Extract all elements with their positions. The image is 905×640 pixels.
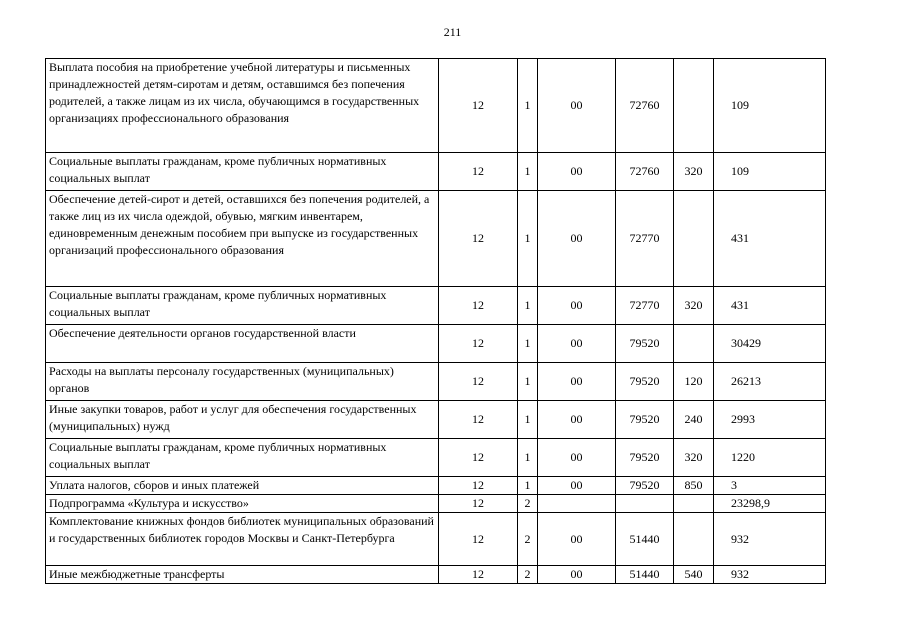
row-section: 1 <box>518 325 538 363</box>
row-chapter: 12 <box>439 401 518 439</box>
row-expense-type: 540 <box>674 566 714 584</box>
row-name: Социальные выплаты гражданам, кроме публичных нормативных социальных выплат <box>46 439 439 477</box>
row-chapter: 12 <box>439 439 518 477</box>
table-row <box>46 401 826 439</box>
row-section: 2 <box>518 566 538 584</box>
row-subsection: 00 <box>538 325 616 363</box>
table-row <box>46 153 826 191</box>
row-expense-type: 320 <box>674 287 714 325</box>
row-section: 1 <box>518 477 538 495</box>
row-target-code: 72770 <box>616 287 674 325</box>
row-subsection <box>538 495 616 513</box>
row-target-code: 79520 <box>616 325 674 363</box>
table-row <box>46 513 826 566</box>
row-amount: 26213 <box>714 363 826 401</box>
row-amount: 109 <box>714 59 826 153</box>
row-chapter: 12 <box>439 363 518 401</box>
row-expense-type <box>674 513 714 566</box>
row-amount: 431 <box>714 287 826 325</box>
row-target-code: 51440 <box>616 566 674 584</box>
row-name: Социальные выплаты гражданам, кроме публичных нормативных социальных выплат <box>46 153 439 191</box>
row-section: 1 <box>518 59 538 153</box>
table-row <box>46 477 826 495</box>
row-name: Комплектование книжных фондов библиотек муниципальных образований и государственных библиотек городов Москвы и Санкт-Петербурга <box>46 513 439 566</box>
row-expense-type: 240 <box>674 401 714 439</box>
row-chapter: 12 <box>439 566 518 584</box>
row-subsection: 00 <box>538 153 616 191</box>
table-row <box>46 59 826 153</box>
row-amount: 932 <box>714 566 826 584</box>
row-target-code <box>616 495 674 513</box>
row-name: Выплата пособия на приобретение учебной литературы и письменных принадлежностей детям-сиротам и детям, оставшимся без попечения родителей, а также лицам из их числа, обучающимся в государственных организациях профессионального образования <box>46 59 439 153</box>
table-row <box>46 439 826 477</box>
row-name: Иные межбюджетные трансферты <box>46 566 439 584</box>
row-target-code: 72760 <box>616 59 674 153</box>
row-expense-type <box>674 191 714 287</box>
budget-table <box>45 58 826 584</box>
row-amount: 431 <box>714 191 826 287</box>
row-expense-type <box>674 325 714 363</box>
row-expense-type: 850 <box>674 477 714 495</box>
row-section: 2 <box>518 513 538 566</box>
row-target-code: 51440 <box>616 513 674 566</box>
row-expense-type: 120 <box>674 363 714 401</box>
row-amount: 932 <box>714 513 826 566</box>
row-target-code: 72770 <box>616 191 674 287</box>
row-section: 1 <box>518 153 538 191</box>
row-subsection: 00 <box>538 191 616 287</box>
table-row <box>46 566 826 584</box>
row-section: 2 <box>518 495 538 513</box>
row-expense-type: 320 <box>674 153 714 191</box>
row-target-code: 79520 <box>616 439 674 477</box>
row-expense-type <box>674 59 714 153</box>
row-subsection: 00 <box>538 59 616 153</box>
row-name: Подпрограмма «Культура и искусство» <box>46 495 439 513</box>
row-expense-type: 320 <box>674 439 714 477</box>
row-amount: 30429 <box>714 325 826 363</box>
row-subsection: 00 <box>538 401 616 439</box>
row-subsection: 00 <box>538 363 616 401</box>
row-chapter: 12 <box>439 153 518 191</box>
row-name: Уплата налогов, сборов и иных платежей <box>46 477 439 495</box>
row-subsection: 00 <box>538 566 616 584</box>
row-name: Обеспечение детей-сирот и детей, оставшихся без попечения родителей, а также лиц из их числа одеждой, обувью, мягким инвентарем, единовременным денежным пособием при выпуске из государственных организаций профессионального образования <box>46 191 439 287</box>
table-row <box>46 363 826 401</box>
row-subsection: 00 <box>538 477 616 495</box>
row-chapter: 12 <box>439 495 518 513</box>
row-amount: 109 <box>714 153 826 191</box>
row-expense-type <box>674 495 714 513</box>
row-name: Расходы на выплаты персоналу государственных (муниципальных) органов <box>46 363 439 401</box>
table-row <box>46 191 826 287</box>
row-section: 1 <box>518 363 538 401</box>
row-target-code: 79520 <box>616 401 674 439</box>
row-target-code: 79520 <box>616 363 674 401</box>
row-section: 1 <box>518 439 538 477</box>
row-chapter: 12 <box>439 513 518 566</box>
row-amount: 23298,9 <box>714 495 826 513</box>
row-section: 1 <box>518 191 538 287</box>
row-subsection: 00 <box>538 439 616 477</box>
page-number: 211 <box>443 25 462 39</box>
row-name: Социальные выплаты гражданам, кроме публичных нормативных социальных выплат <box>46 287 439 325</box>
row-subsection: 00 <box>538 513 616 566</box>
row-chapter: 12 <box>439 191 518 287</box>
row-amount: 2993 <box>714 401 826 439</box>
row-target-code: 72760 <box>616 153 674 191</box>
row-amount: 3 <box>714 477 826 495</box>
row-section: 1 <box>518 401 538 439</box>
row-name: Иные закупки товаров, работ и услуг для обеспечения государственных (муниципальных) нужд <box>46 401 439 439</box>
row-chapter: 12 <box>439 477 518 495</box>
row-section: 1 <box>518 287 538 325</box>
row-amount: 1220 <box>714 439 826 477</box>
row-name: Обеспечение деятельности органов государственной власти <box>46 325 439 363</box>
row-subsection: 00 <box>538 287 616 325</box>
table-row <box>46 325 826 363</box>
row-chapter: 12 <box>439 59 518 153</box>
table-row <box>46 495 826 513</box>
table-row <box>46 287 826 325</box>
row-chapter: 12 <box>439 287 518 325</box>
row-target-code: 79520 <box>616 477 674 495</box>
row-chapter: 12 <box>439 325 518 363</box>
